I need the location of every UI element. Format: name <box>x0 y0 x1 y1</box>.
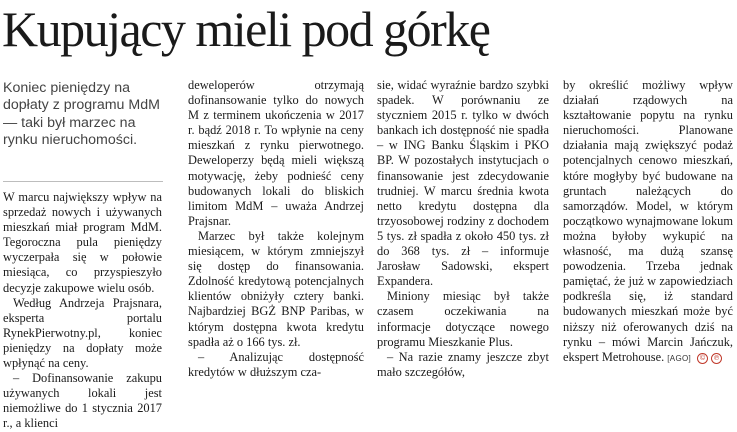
paragraph: sie, widać wyraźnie bardzo szybki spadek. W porównaniu ze styczniem 2015 r. tylko w dwóch bankach ich dostępność nie spadła – w ING Banku Śląskim i PKO BP. W pozostałych instytucjach o finansowanie jest zdecydowanie trudniej. W marcu średnia kwota netto kredytu dostępna dla trzyosobowej rodziny z dochodem 5 tys. zł spadła z około 450 tys. zł do 368 tys. zł – informuje Jarosław Sadowski, ekspert Expandera. <box>377 78 549 289</box>
paragraph: Miniony miesiąc był także czasem oczekiwania na informacje dotyczące nowego programu Mieszkanie Plus. <box>377 289 549 349</box>
article-column-4 <box>563 78 733 366</box>
paragraph-text: by określić możliwy wpływ działań rządowych na kształtowanie popytu na rynku nieruchomości. Planowane działania mają zwiększyć podaż potencjalnych cenowo mieszkań, które mogłyby być budowane na gruntach należących do samorządów. Model, w którym początkowo wynajmowane lokum można byłoby wykupić na własność, ma dużą szansę powodzenia. Trzeba jednak pamiętać, że już w zapowiedziach podkreśla się, iż standard budowanych mieszkań może być niższy niż oferowanych dziś na rynku – mówi Marcin Jańczuk, ekspert Metrohouse. <box>563 78 733 364</box>
sound-recording-copyright-icon: ℗ <box>711 353 722 364</box>
lead-divider <box>3 181 163 182</box>
agency-signature: [AGO] <box>667 353 692 363</box>
article-column-1 <box>3 190 162 432</box>
article-column-2 <box>188 78 364 380</box>
paragraph: Według Andrzeja Prajsnara, eksperta portalu RynekPierwotny.pl, koniec pieniędzy na dopłaty może wpłynąć na ceny. <box>3 295 162 371</box>
paragraph: – Dofinansowanie zakupu używanych lokali jest niemożliwe do 1 stycznia 2017 r., a klienci <box>3 371 162 431</box>
paragraph <box>563 78 733 366</box>
paragraph: – Analizując dostępność kredytów w dłuższym cza- <box>188 349 364 379</box>
paragraph: Marzec był także kolejnym miesiącem, w którym zmniejszył się dostęp do finansowania. Zdolność kredytową potencjalnych klientów obniżyły cztery banki. Najbardziej BGŻ BNP Paribas, w którym dostępna kwota kredytu spadła aż o 166 tys. zł. <box>188 228 364 349</box>
headline: Kupujący mieli pod górkę <box>2 1 490 57</box>
paragraph: W marcu największy wpływ na sprzedaż nowych i używanych mieszkań miał program MdM. Tegoroczna pula pieniędzy wyczerpała się w połowie miesiąca, co przyspieszyło decyzje zakupowe wielu osób. <box>3 190 162 295</box>
article-lead: Koniec pieniędzy na dopłaty z programu MdM — taki był marzec na rynku nieruchomości. <box>3 80 160 149</box>
paragraph: deweloperów otrzymają dofinansowanie tylko do nowych M z terminem ukończenia w 2017 r. bądź 2018 r. To wpłynie na ceny mieszkań z rynku pierwotnego. Deweloperzy będą mieli większą motywację, żeby podnieść ceny budowanych lokali do bliskich limitom MdM – uważa Andrzej Prajsnar. <box>188 78 364 228</box>
article-column-3 <box>377 78 549 380</box>
copyright-icon: © <box>697 353 708 364</box>
paragraph: – Na razie znamy jeszcze zbyt mało szczegółów, <box>377 349 549 379</box>
